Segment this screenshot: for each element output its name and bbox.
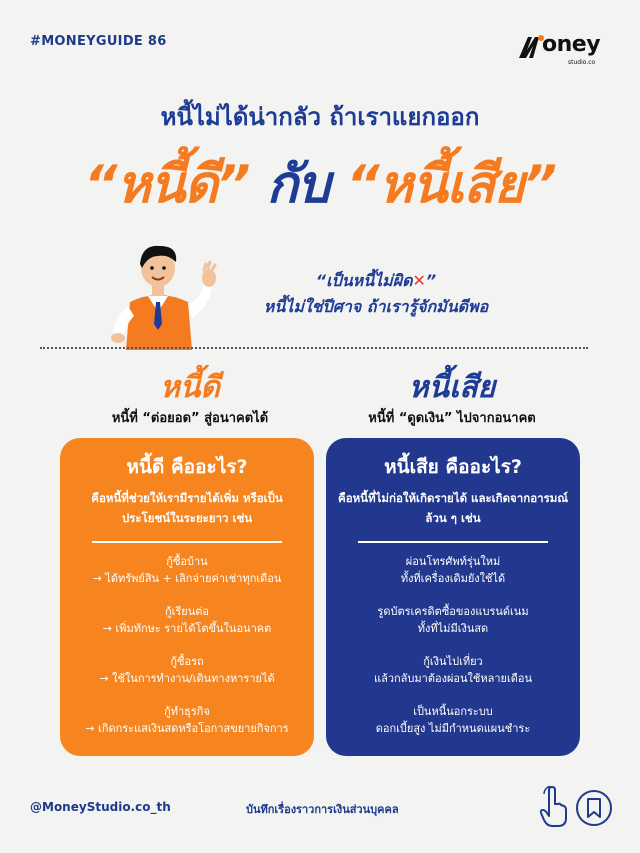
bad-card-divider — [358, 541, 548, 543]
quote-line-1: “เป็นหนี้ไม่ผิด✕” — [315, 271, 437, 290]
quote-line-2: หนี้ไม่ใช่ปีศาจ ถ้าเรารู้จักมันดีพอ — [263, 297, 489, 316]
bad-card-item: ผ่อนโทรศัพท์รุ่นใหม่ ทั้งที่เครื่องเดิมยังใช้ได้ — [400, 555, 506, 585]
title-bad-debt: “หนี้เสีย” — [346, 155, 557, 215]
good-card-description: คือหนี้ที่ช่วยให้เรามีรายได้เพิ่ม หรือเป็นประโยชน์ในระยะยาว เช่น — [91, 491, 283, 525]
bad-card-description: คือหนี้ที่ไม่ก่อให้เกิดรายได้ และเกิดจากอารมณ์ล้วน ๆ เช่น — [338, 491, 568, 525]
bookmark-icon[interactable] — [576, 790, 612, 826]
good-card-divider — [92, 541, 282, 543]
good-debt-heading: หนี้ดี — [160, 370, 220, 405]
good-card-title: หนี้ดี คืออะไร? — [126, 456, 248, 478]
quote-block — [216, 268, 536, 320]
bad-card-item: เป็นหนี้นอกระบบ ดอกเบี้ยสูง ไม่มีกำหนดแผนชำระ — [375, 705, 531, 735]
good-debt-card — [60, 438, 314, 756]
bad-debt-card — [326, 438, 580, 756]
title-connector: กับ — [266, 155, 330, 215]
bad-card-item: กู้เงินไปเที่ยว แล้วกลับมาต้องผ่อนใช้หลายเดือน — [374, 655, 532, 685]
title-good-debt: “หนี้ดี” — [83, 155, 250, 215]
bad-card-item: รูดบัตรเครดิตซื้อของแบรนด์เนม ทั้งที่ไม่มีเงินสด — [377, 605, 529, 635]
logo-word: oney — [542, 32, 601, 57]
good-card-item: กู้ทำธุรกิจ → เกิดกระแสเงินสดหรือโอกาสขยายกิจการ — [85, 705, 289, 735]
footer-handle[interactable]: @MoneyStudio.co_th — [30, 800, 171, 814]
good-debt-subheading: หนี้ที่ “ต่อยอด” สู่อนาคตได้ — [111, 411, 269, 426]
hashtag-label: #MONEYGUIDE 86 — [30, 34, 167, 49]
good-card-item: กู้เรียนต่อ → เพิ่มทักษะ รายได้โตขึ้นในอนาคต — [102, 605, 272, 635]
bad-debt-subheading: หนี้ที่ “ดูดเงิน” ไปจากอนาคต — [368, 411, 536, 426]
good-card-item: กู้ซื้อรถ → ใช้ในการทำงาน/เดินทางหารายได้ — [99, 655, 275, 685]
bad-card-title: หนี้เสีย คืออะไร? — [384, 456, 522, 478]
tap-hand-icon[interactable] — [538, 786, 568, 828]
red-x-icon: ✕ — [412, 271, 426, 290]
title-line-2 — [0, 150, 640, 220]
dotted-divider — [40, 347, 588, 349]
logo-sub: studio.co — [568, 59, 596, 66]
moneystudio-logo — [516, 28, 616, 68]
bad-debt-heading: หนี้เสีย — [408, 370, 496, 405]
good-card-item: กู้ซื้อบ้าน → ได้ทรัพย์สิน + เลิกจ่ายค่าเช่าทุกเดือน — [92, 555, 282, 585]
title-line-1: หนี้ไม่ได้น่ากลัว ถ้าเราแยกออก — [160, 103, 480, 131]
waving-man-illustration — [96, 240, 226, 350]
footer-caption: บันทึกเรื่องราวการเงินส่วนบุคคล — [246, 803, 399, 816]
